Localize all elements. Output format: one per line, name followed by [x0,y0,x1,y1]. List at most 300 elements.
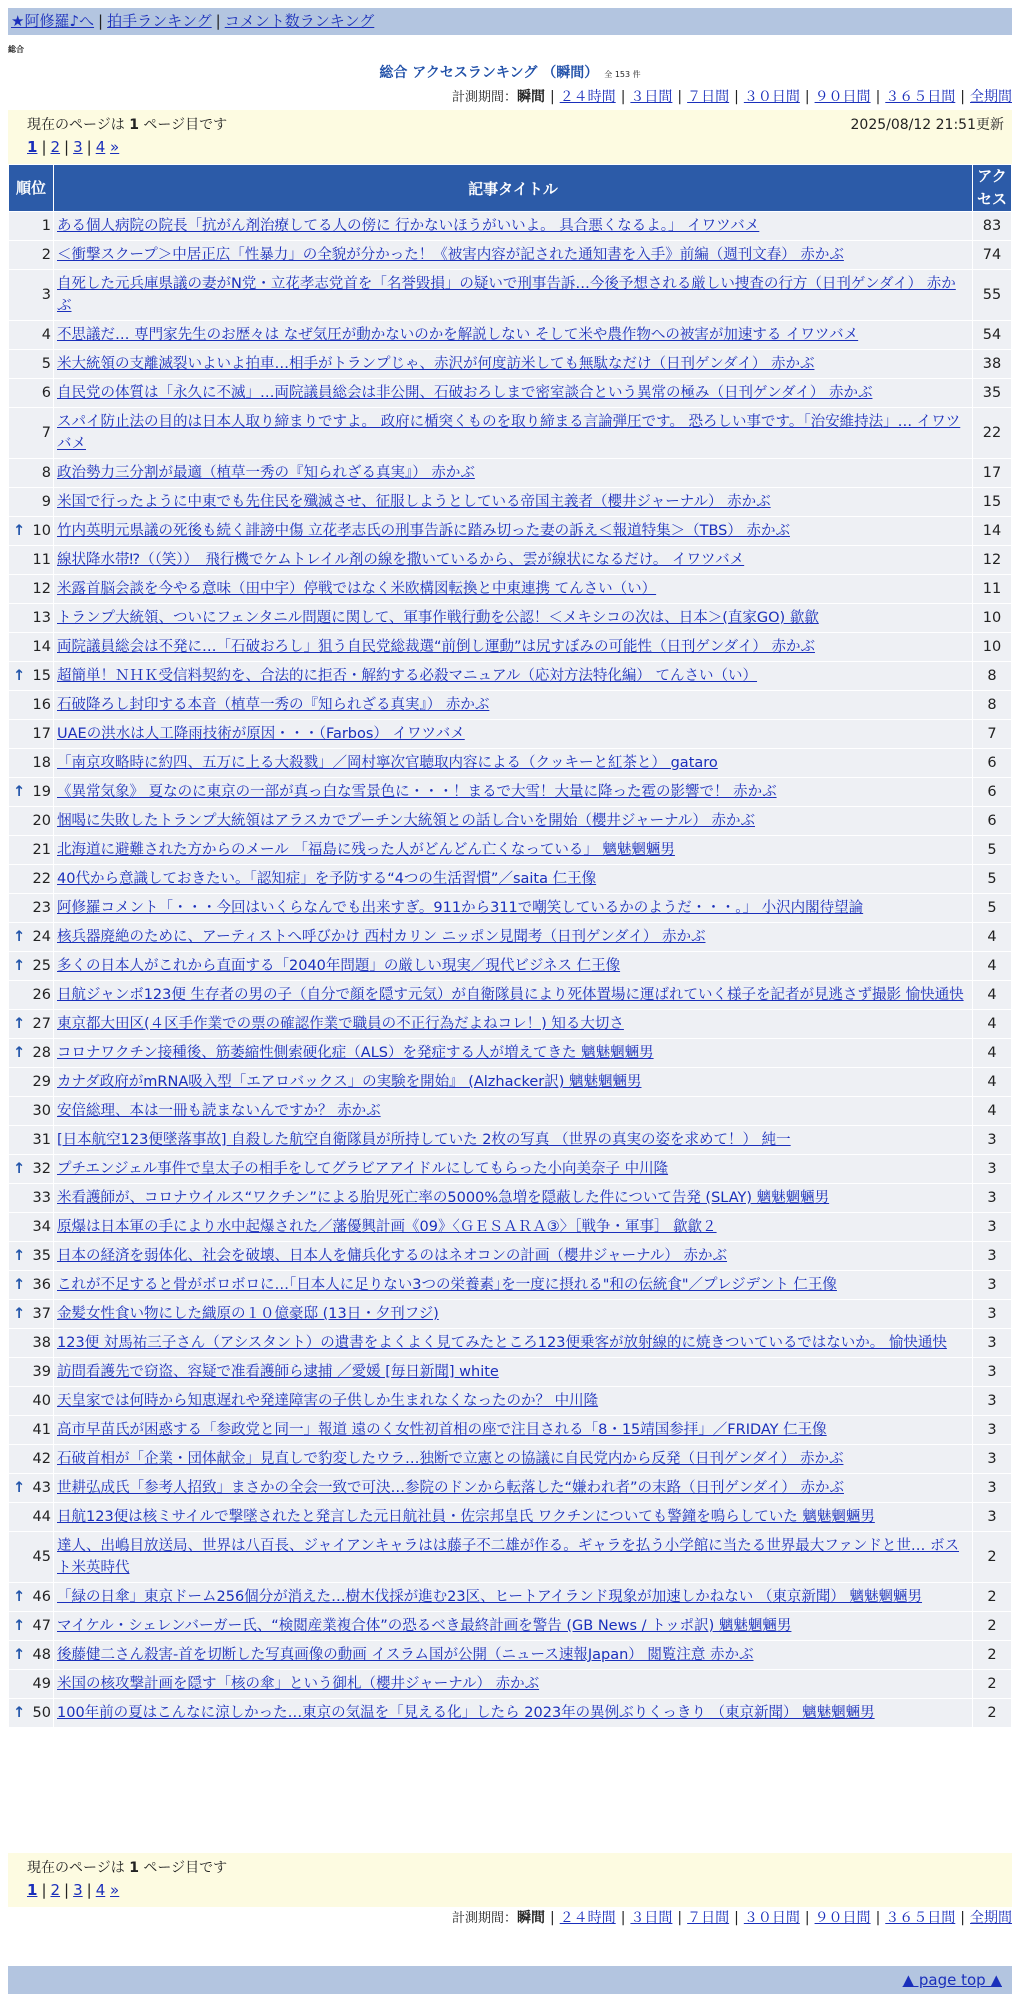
pagination [27,1881,119,1899]
table-row [9,1126,1011,1154]
access-count: 2 [973,1699,1011,1727]
table-header-row [9,165,1011,211]
rank-cell [9,1612,53,1640]
rank-cell [9,778,53,806]
period-link[interactable]: ７日間 [687,89,730,105]
table-row [9,1532,1011,1582]
article-link[interactable]: 米国の核攻撃計画を隠す「核の傘」という御札（櫻井ジャーナル） 赤かぶ [57,1676,540,1692]
rank-number: 28 [32,1045,51,1061]
period-link[interactable]: ３６５日間 [885,1910,956,1926]
rank-cell [9,1271,53,1299]
rank-cell [9,1068,53,1096]
access-count: 22 [973,408,1011,458]
title-cell [54,952,972,980]
page-text-prefix: 現在のページは [27,117,125,133]
arrow-up-icon: ↑ [13,929,26,945]
rank-number: 9 [41,494,51,510]
arrow-up-icon: ↑ [13,1161,26,1177]
arrow-up-icon: ↑ [13,1705,26,1721]
rank-number: 6 [41,385,51,401]
table-row [9,379,1011,407]
table-row [9,778,1011,806]
rank-cell [9,350,53,378]
table-row [9,1416,1011,1444]
arrow-up-icon: ↑ [13,1248,26,1264]
page-title [0,62,1020,82]
current-page-info [27,1857,227,1877]
arrow-up-icon: ↑ [13,958,26,974]
access-count: 8 [973,691,1011,719]
arrow-up-icon: ↑ [13,784,26,800]
rank-number: 3 [41,287,51,303]
period-link[interactable]: 全期間 [970,89,1012,105]
table-row [9,270,1011,320]
period-link[interactable]: ３日間 [630,1910,673,1926]
period-separator: | [960,1910,965,1926]
table-row [9,1445,1011,1473]
table-row [9,575,1011,603]
rank-number: 48 [32,1647,51,1663]
article-link[interactable]: ある個人病院の院長「抗がん剤治療してる人の傍に 行かないほうがいいよ。 具合悪くなるよ。」 イワツバメ [57,218,760,234]
rank-cell [9,952,53,980]
access-count: 7 [973,720,1011,748]
rank-cell [9,1155,53,1183]
article-link[interactable]: 自民党の体質は「永久に不滅」…両院議員総会は非公開、石破おろしまで密室談合という異常の極み（日刊ゲンダイ） 赤かぶ [57,385,873,401]
table-row [9,923,1011,951]
current-page-number: 1 [129,1860,139,1876]
title-cell [54,1068,972,1096]
rank-number: 26 [32,987,51,1003]
table-row [9,1300,1011,1328]
period-link[interactable]: ７日間 [687,1910,730,1926]
access-count: 83 [973,212,1011,240]
title-cell [54,459,972,487]
pagination-separator: | [64,138,70,156]
period-link[interactable]: ３０日間 [743,89,800,105]
access-count: 2 [973,1670,1011,1698]
access-count: 4 [973,1097,1011,1125]
title-cell [54,836,972,864]
title-cell [54,662,972,690]
rank-cell [9,1532,53,1582]
article-link[interactable]: 123便 対馬祐三子さん（アシスタント）の遺書をよくよく見てみたところ123便乗客が放射線的に焼きついているではないか。 愉快通快 [57,1335,947,1351]
rank-number: 38 [32,1335,51,1351]
rank-cell [9,1126,53,1154]
title-cell [54,1010,972,1038]
rank-cell [9,1474,53,1502]
title-cell [54,1271,972,1299]
rank-cell [9,575,53,603]
rank-cell [9,1503,53,1531]
article-link[interactable]: 阿修羅コメント「・・・今回はいくらなんでも出来すぎ。911から311で嘲笑しているかのようだ・・・。」 小沢内閣待望論 [57,900,864,916]
table-row [9,1184,1011,1212]
period-separator: | [549,1910,555,1926]
period-link[interactable]: ９０日間 [814,1910,871,1926]
period-separator: | [960,89,965,105]
title-cell [54,212,972,240]
article-link[interactable]: 日航123便は核ミサイルで撃墜されたと発言した元日航社員・佐宗邦皇氏 ワクチンについても警鐘を鳴らしていた 魑魅魍魎男 [57,1509,875,1525]
period-link[interactable]: ３日間 [630,89,673,105]
rank-cell [9,691,53,719]
rank-cell [9,604,53,632]
table-row [9,212,1011,240]
table-row [9,1155,1011,1183]
article-link[interactable]: コロナワクチン接種後、筋萎縮性側索硬化症（ALS）を発症する人が増えてきた 魑魅魍魎男 [57,1045,654,1061]
period-separator: | [804,89,810,105]
title-cell [54,1416,972,1444]
rank-cell [9,865,53,893]
table-row [9,633,1011,661]
title-cell [54,1242,972,1270]
access-count: 15 [973,488,1011,516]
rank-cell [9,1387,53,1415]
pagination-page-link[interactable]: 2 [50,138,61,156]
article-link[interactable]: 天皇家では何時から知恵遅れや発達障害の子供しか生まれなくなったのか？ 中川隆 [57,1393,599,1409]
access-count: 74 [973,241,1011,269]
article-link[interactable]: 金髪女性食い物にした織原の１０億豪邸 (13日・夕刊フジ) [57,1306,439,1322]
title-cell [54,379,972,407]
table-row [9,321,1011,349]
article-link[interactable]: 不思議だ… 専門家先生のお歴々は なぜ気圧が動かないのかを解説しない そして米や農作物への被害が加速する イワツバメ [57,327,859,343]
rank-cell [9,1583,53,1611]
rank-number: 36 [32,1277,51,1293]
pagination-page-link[interactable]: 4 [95,138,106,156]
rank-number: 23 [32,900,51,916]
table-row [9,1271,1011,1299]
access-count: 3 [973,1155,1011,1183]
article-link[interactable]: マイケル・シェレンバーガー氏、“検閲産業複合体”の恐るべき最終計画を警告 (GB News / トッポ訳) 魑魅魍魎男 [57,1618,792,1634]
article-link[interactable]: 安倍総理、本は一冊も読まないんですか？ 赤かぶ [57,1103,381,1119]
article-link[interactable]: 石破降ろし封印する本音（植草一秀の『知られざる真実』） 赤かぶ [57,697,490,713]
title-cell [54,488,972,516]
article-link[interactable]: 石破首相が「企業・団体献金」見直しで豹変したウラ…独断で立憲との協議に自民党内から反発（日刊ゲンダイ） 赤かぶ [57,1451,844,1467]
table-row [9,1213,1011,1241]
table-row [9,836,1011,864]
rank-number: 4 [41,327,51,343]
total-count: 全 153 件 [604,70,641,79]
home-link[interactable]: ★阿修羅♪へ [11,12,95,30]
table-row [9,662,1011,690]
rank-cell [9,923,53,951]
article-link[interactable]: 両院議員総会は不発に…「石破おろし」狙う自民党総裁選“前倒し運動”は尻すぼみの可能性（日刊ゲンダイ） 赤かぶ [57,639,815,655]
rank-cell [9,633,53,661]
title-cell [54,778,972,806]
article-link[interactable]: 「緑の日傘」東京ドーム256個分が消えた…樹木伐採が進む23区、ヒートアイランド現象が加速しかねない （東京新聞） 魑魅魍魎男 [57,1589,923,1605]
article-link[interactable]: 日本の経済を弱体化、社会を破壊、日本人を傭兵化するのはネオコンの計画（櫻井ジャーナル） 赤かぶ [57,1248,728,1264]
table-row [9,894,1011,922]
rank-cell [9,408,53,458]
article-link[interactable]: 原爆は日本軍の手により水中起爆された／藩優興計画《09》〈ＧＥＳＡＲＡ③〉［戦争・軍事］ 歙歙２ [57,1219,717,1235]
footer-bar [8,1966,1012,1994]
title-cell [54,1583,972,1611]
rank-cell [9,459,53,487]
access-count: 4 [973,981,1011,1009]
rank-cell [9,1416,53,1444]
access-count: 5 [973,894,1011,922]
rank-cell [9,1300,53,1328]
rank-cell [9,749,53,777]
rank-number: 49 [32,1676,51,1692]
rank-cell [9,1699,53,1727]
article-link[interactable]: 竹内英明元県議の死後も続く誹謗中傷 立花孝志氏の刑事告訴に踏み切った妻の訴え＜報道特集＞（TBS） 赤かぶ [57,523,790,539]
rank-cell [9,1329,53,1357]
table-row [9,1039,1011,1067]
article-link[interactable]: 米国で行ったように中東でも先住民を殲滅させ、征服しようとしている帝国主義者（櫻井ジャーナル） 赤かぶ [57,494,771,510]
access-count: 14 [973,517,1011,545]
article-link[interactable]: 訪問看護先で窃盗、容疑で准看護師ら逮捕 ／愛媛 [毎日新聞] white [57,1364,499,1380]
access-count: 3 [973,1329,1011,1357]
rank-cell [9,807,53,835]
article-link[interactable]: スパイ防止法の目的は日本人取り締まりですよ。 政府に楯突くものを取り締まる言論弾圧です。 恐ろしい事です。「治安維持法」… イワツバメ [57,414,961,452]
table-row [9,720,1011,748]
access-count: 38 [973,350,1011,378]
period-link[interactable]: 全期間 [970,1910,1012,1926]
period-label: 計測期間： [451,1911,517,1926]
rank-number: 14 [32,639,51,655]
title-cell [54,270,972,320]
access-count: 5 [973,836,1011,864]
article-link[interactable]: 40代から意識しておきたい。「認知症」を予防する“4つの生活習慣”／saita 仁王像 [57,871,597,887]
rank-cell [9,546,53,574]
title-cell [54,981,972,1009]
access-count: 6 [973,807,1011,835]
table-row [9,408,1011,458]
title-cell [54,321,972,349]
rank-number: 20 [32,813,51,829]
applause-ranking-link[interactable]: 拍手ランキング [107,12,212,30]
access-count: 55 [973,270,1011,320]
article-link[interactable]: トランプ大統領、ついにフェンタニル問題に関して、軍事作戦行動を公認！＜メキシコの次は、日本＞(直家GO) 歙歙 [57,610,819,626]
table-row [9,1503,1011,1531]
table-row [9,807,1011,835]
period-link[interactable]: ２４時間 [559,89,616,105]
rank-number: 11 [32,552,51,568]
rank-number: 13 [32,610,51,626]
access-count: 10 [973,633,1011,661]
access-count: 54 [973,321,1011,349]
table-row [9,1699,1011,1727]
table-row [9,981,1011,1009]
rank-header: 順位 [9,165,53,211]
page-title-text: 総合 アクセスランキング （瞬間） [379,65,599,81]
period-link[interactable]: ２４時間 [559,1910,616,1926]
pagination-page-link[interactable]: 3 [73,1881,83,1899]
table-row [9,952,1011,980]
rank-number: 21 [32,842,51,858]
title-cell [54,1300,972,1328]
pagination-page-link[interactable]: 3 [73,138,83,156]
access-count: 11 [973,575,1011,603]
period-separator: | [549,89,555,105]
access-count: 35 [973,379,1011,407]
article-link[interactable]: 日航ジャンボ123便 生存者の男の子（自分で顔を隠す元気）が自衛隊員により死体置場に運ばれていく様子を記者が見逃さず撮影 愉快通快 [57,987,964,1003]
title-cell [54,865,972,893]
access-count: 4 [973,1010,1011,1038]
rank-cell [9,1670,53,1698]
rank-cell [9,1184,53,1212]
article-link[interactable]: これが不足すると骨がボロボロに…｢日本人に足りない3つの栄養素｣を一度に摂れる"和の伝統食"／プレジデント 仁王像 [57,1277,837,1293]
article-link[interactable]: 北海道に避難された方からのメール 「福島に残った人がどんどん亡くなっている」 魑魅魍魎男 [57,842,675,858]
title-cell [54,923,972,951]
comment-ranking-link[interactable]: コメント数ランキング [224,12,375,30]
article-link[interactable]: 達人、出嶋目放送局、世界は八百長、ジャイアンキャラはは藤子不二雄が作る。ギャラを払う小学館に当たる世界最大ファンドと世… ボスト米英時代 [57,1538,960,1576]
article-link[interactable]: [日本航空123便墜落事故] 自殺した航空自衛隊員が所持していた 2枚の写真 （世界の真実の姿を求めて！） 純一 [57,1132,791,1148]
table-row [9,1387,1011,1415]
article-link[interactable]: 米看護師が、コロナウイルス“ワクチン”による胎児死亡率の5000%急増を隠蔽した件について告発 (SLAY) 魑魅魍魎男 [57,1190,830,1206]
pagination-next-link[interactable]: » [110,138,120,156]
article-link[interactable]: 米露首脳会談を今やる意味（田中宇）停戦ではなく米欧構図転換と中東連携 てんさい（い） [57,581,657,597]
title-cell [54,546,972,574]
arrow-up-icon: ↑ [13,523,26,539]
period-separator: | [875,89,881,105]
page-top-link[interactable]: ▲ page top ▲ [902,1971,1002,1989]
rank-cell [9,270,53,320]
rank-number: 27 [32,1016,51,1032]
table-row [9,517,1011,545]
article-link[interactable]: 自死した元兵庫県議の妻がN党・立花孝志党首を「名誉毀損」の疑いで刑事告訴…今後予想される厳しい捜査の行方（日刊ゲンダイ） 赤かぶ [57,276,956,314]
period-link[interactable]: ３０日間 [743,1910,800,1926]
rank-cell [9,1242,53,1270]
rank-cell [9,379,53,407]
pagination-page-link[interactable]: 1 [27,138,38,156]
title-cell [54,1358,972,1386]
period-separator: | [620,1910,626,1926]
access-count: 3 [973,1387,1011,1415]
title-cell [54,1039,972,1067]
article-link[interactable]: 超簡単！ＮＨＫ受信料契約を、合法的に拒否・解約する必殺マニュアル（応対方法特化編） てんさい（い） [57,668,758,684]
period-selector [452,86,1012,106]
arrow-up-icon: ↑ [13,1277,26,1293]
rank-cell [9,1641,53,1669]
period-link[interactable]: ３６５日間 [885,89,956,105]
title-cell [54,720,972,748]
arrow-up-icon: ↑ [13,1618,26,1634]
access-count: 3 [973,1184,1011,1212]
pagination-page-link[interactable]: 2 [50,1881,61,1899]
access-count: 4 [973,952,1011,980]
article-link[interactable]: 「南京攻略時に約四、五万に上る大殺戮」／岡村寧次官聴取内容による（クッキーと紅茶と） gataro [57,755,718,771]
rank-cell [9,720,53,748]
rank-cell [9,1213,53,1241]
page-info-box [8,1853,1012,1907]
rank-number: 34 [32,1219,51,1235]
page-text-prefix: 現在のページは [27,1860,125,1876]
rank-cell [9,517,53,545]
article-link[interactable]: 線状降水帯⁉（（笑）） 飛行機でケムトレイル剤の線を撒いているから、雲が線状になるだけ。 イワツバメ [57,552,745,568]
title-cell [54,241,972,269]
access-count: 10 [973,604,1011,632]
rank-number: 25 [32,958,51,974]
period-separator: | [677,1910,683,1926]
rank-cell [9,662,53,690]
article-link[interactable]: 多くの日本人がこれから直面する「2040年問題」の厳しい現実／現代ビジネス 仁王像 [57,958,621,974]
table-row [9,1097,1011,1125]
rank-number: 30 [32,1103,51,1119]
pagination-separator: | [41,138,47,156]
rank-number: 18 [32,755,51,771]
article-link[interactable]: プチエンジェル事件で皇太子の相手をしてグラビアアイドルにしてもらった小向美奈子 中川隆 [57,1161,669,1177]
rank-number: 37 [32,1306,51,1322]
title-cell [54,894,972,922]
page-text-suffix: ページ目です [143,117,228,133]
period-separator: | [620,89,626,105]
article-link[interactable]: 世耕弘成氏「参考人招致」まさかの全会一致で可決…参院のドンから転落した“嫌われ者”の末路（日刊ゲンダイ） 赤かぶ [57,1480,844,1496]
article-link[interactable]: 後藤健二さん殺害-首を切断した写真画像の動画 イスラム国が公開（ニュース速報Japan） 閲覧注意 赤かぶ [57,1647,754,1663]
current-page-info [27,114,227,134]
title-cell [54,1155,972,1183]
article-link[interactable]: 政治勢力三分割が最適（植草一秀の『知られざる真実』） 赤かぶ [57,465,475,481]
period-separator: | [734,1910,739,1926]
access-count: 3 [973,1416,1011,1444]
arrow-up-icon: ↑ [13,1016,26,1032]
article-link[interactable]: 《異常気象》 夏なのに東京の一部が真っ白な雪景色に・・・！まるで大雪！大量に降った雹の影響で！ 赤かぶ [57,784,777,800]
period-separator: | [804,1910,810,1926]
rank-number: 17 [32,726,51,742]
rank-cell [9,241,53,269]
article-link[interactable]: 米大統領の支離滅裂いよいよ拍車…相手がトランプじゃ、赤沢が何度訪米しても無駄なだけ（日刊ゲンダイ） 赤かぶ [57,356,815,372]
rank-number: 41 [32,1422,51,1438]
article-link[interactable]: ＜衝撃スクープ＞中居正広「性暴力」の全貌が分かった！《被害内容が記された通知書を入手》前編（週刊文春） 赤かぶ [57,247,844,263]
arrow-up-icon: ↑ [13,1045,26,1061]
article-link[interactable]: 悃喝に失敗したトランプ大統領はアラスカでプーチン大統領との話し合いを開始（櫻井ジャーナル） 赤かぶ [57,813,755,829]
rank-number: 5 [41,356,51,372]
period-link[interactable]: ９０日間 [814,89,871,105]
article-link[interactable]: 東京都大田区(４区手作業での票の確認作業で職員の不正行為だよねコレ！) 知る大切さ [57,1016,624,1032]
rank-cell [9,212,53,240]
arrow-up-icon: ↑ [13,1306,26,1322]
article-link[interactable]: カナダ政府がmRNA吸入型「エアロバックス」の実験を開始』 (Alzhacker訳) 魑魅魍魎男 [57,1074,642,1090]
ranking-body [9,212,1011,1727]
table-row [9,604,1011,632]
rank-cell [9,1358,53,1386]
rank-number: 40 [32,1393,51,1409]
article-link[interactable]: UAEの洪水は人工降雨技術が原因・・・（Farbos） イワツバメ [57,726,465,742]
access-count: 3 [973,1300,1011,1328]
rank-number: 29 [32,1074,51,1090]
rank-number: 24 [32,929,51,945]
access-count: 3 [973,1271,1011,1299]
title-cell [54,350,972,378]
title-cell [54,1213,972,1241]
updated-timestamp: 2025/08/12 21:51更新 [850,117,1004,133]
title-cell [54,575,972,603]
table-row [9,459,1011,487]
pagination-page-link[interactable]: 1 [27,1881,38,1899]
table-row [9,1583,1011,1611]
arrow-up-icon: ↑ [13,1589,26,1605]
rank-number: 22 [32,871,51,887]
article-link[interactable]: 核兵器廃絶のために、アーティストへ呼びかけ 西村カリン ニッポン見聞考（日刊ゲンダイ） 赤かぶ [57,929,706,945]
access-count: 3 [973,1358,1011,1386]
pagination-separator: | [86,138,92,156]
article-link[interactable]: 100年前の夏はこんなに涼しかった…東京の気温を「見える化」したら 2023年の異例ぶりくっきり （東京新聞） 魑魅魍魎男 [57,1705,875,1721]
ranking-table [8,164,1012,1728]
rank-number: 2 [41,247,51,263]
title-cell [54,1445,972,1473]
table-row [9,241,1011,269]
rank-number: 8 [41,465,51,481]
period-separator: | [734,89,739,105]
pagination-next-link[interactable]: » [110,1881,120,1899]
table-row [9,1641,1011,1669]
title-cell [54,691,972,719]
pagination-page-link[interactable]: 4 [95,1881,106,1899]
category-label: 総合 [8,45,24,54]
table-row [9,691,1011,719]
period-separator: | [875,1910,881,1926]
access-count: 6 [973,778,1011,806]
article-link[interactable]: 高市早苗氏が困惑する「参政党と同一」報道 遠のく女性初首相の座で注目される「8・15靖国参拝」／FRIDAY 仁王像 [57,1422,827,1438]
